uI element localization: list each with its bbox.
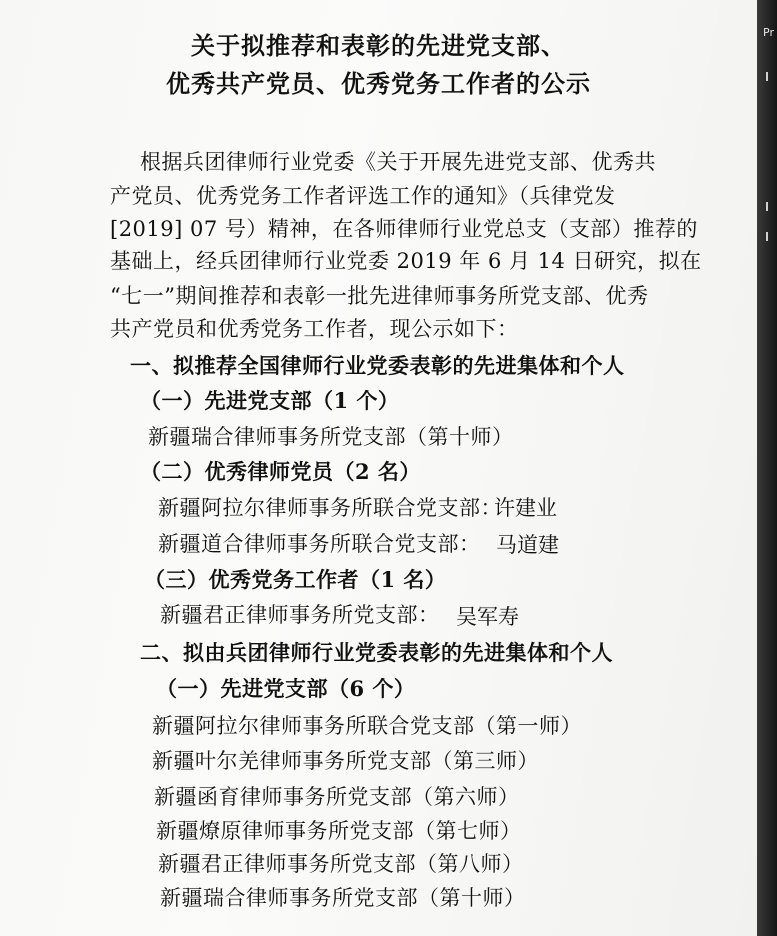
section-1-sub-1-item: 新疆瑞合律师事务所党支部（第十师） xyxy=(148,425,514,449)
body-line-3: [2019] 07 号）精神，在各师律师行业党总支（支部）推荐的 xyxy=(110,217,698,241)
section-2-item-4: 新疆燎原律师事务所党支部（第七师） xyxy=(156,819,522,843)
section-1-sub-3-name-1: 吴军寿 xyxy=(456,605,519,629)
section-1-sub-2-name-1: 许建业 xyxy=(494,496,557,520)
section-2-item-3: 新疆函育律师事务所党支部（第六师） xyxy=(154,785,520,809)
section-1-sub-3-heading: （三）优秀党务工作者（1 名） xyxy=(144,567,447,592)
section-1-sub-2-org-1: 新疆阿拉尔律师事务所联合党支部： xyxy=(158,496,502,520)
title-line-1: 关于拟推荐和表彰的先进党支部、 xyxy=(191,31,566,60)
background-window-label: Pr xyxy=(763,26,774,39)
section-2-sub-1-heading: （一）先进党支部（6 个） xyxy=(156,676,416,701)
section-1-heading: 一、拟推荐全国律师行业党委表彰的先进集体和个人 xyxy=(130,353,625,378)
background-window-edge xyxy=(757,0,777,936)
section-2-item-5: 新疆君正律师事务所党支部（第八师） xyxy=(158,852,524,876)
section-1-sub-2-org-2: 新疆道合律师事务所联合党支部： xyxy=(158,532,481,556)
edge-mark xyxy=(766,232,768,241)
body-line-5: “七一”期间推荐和表彰一批先进律师事务所党支部、优秀 xyxy=(110,284,649,308)
section-2-item-1: 新疆阿拉尔律师事务所联合党支部（第一师） xyxy=(152,714,582,738)
edge-mark xyxy=(766,72,768,81)
section-2-heading: 二、拟由兵团律师行业党委表彰的先进集体和个人 xyxy=(140,640,613,665)
body-line-1: 根据兵团律师行业党委《关于开展先进党支部、优秀共 xyxy=(140,150,656,174)
section-1-sub-3-org-1: 新疆君正律师事务所党支部： xyxy=(160,603,440,627)
body-line-6: 共产党员和优秀党务工作者，现公示如下： xyxy=(110,317,519,341)
section-2-item-2: 新疆叶尔羌律师事务所党支部（第三师） xyxy=(152,749,539,773)
section-2-item-6: 新疆瑞合律师事务所党支部（第十师） xyxy=(160,886,526,910)
section-1-sub-2-heading: （二）优秀律师党员（2 名） xyxy=(140,459,421,484)
body-line-2: 产党员、优秀党务工作者评选工作的通知》（兵律党发 xyxy=(110,184,616,208)
section-1-sub-2-name-2: 马道建 xyxy=(496,533,559,557)
title-line-2: 优秀共产党员、优秀党务工作者的公示 xyxy=(166,69,591,98)
body-line-4: 基础上，经兵团律师行业党委 2019 年 6 月 14 日研究，拟在 xyxy=(110,249,702,273)
section-1-sub-1-heading: （一）先进党支部（1 个） xyxy=(140,388,400,413)
edge-mark xyxy=(766,202,768,211)
